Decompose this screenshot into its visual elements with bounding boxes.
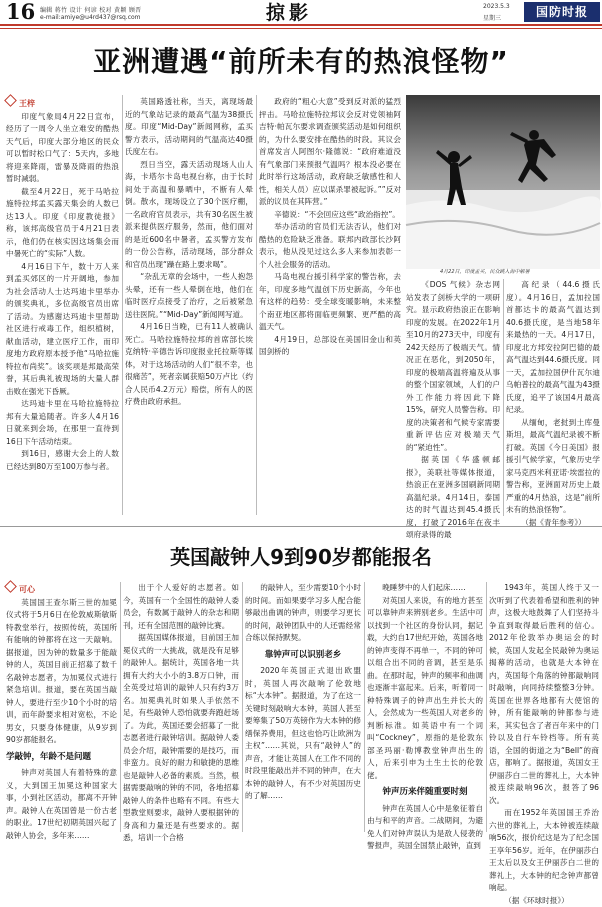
- paragraph: 印度气象局4月22日宣布，经历了一周令人坐立难安的酷热天气后，印度大部分地区的民众可以暂时松口气了：5天内，多地将迎来降雨，雷暴及降雨的热浪暂时减弱。: [6, 111, 119, 186]
- section-title: 掠影: [266, 0, 312, 25]
- article2-col1: [6, 582, 117, 832]
- column-divider: [122, 95, 123, 515]
- article1-col1-text: [6, 111, 119, 474]
- article1-author: [6, 96, 119, 111]
- column-divider: [364, 582, 365, 832]
- paragraph: （据《环球时报》）: [489, 895, 599, 907]
- paragraph: 《DOS 气候》杂志网站发表了剑桥大学的一项研究。显示政府热浪正在影响印度的发展。在2022年1月至10月的273天中，印度有242天经历了极端天气。情况正在恶化，到2050年，印度的极端高温将遍及从事的整个国家领域，人们的户外工作能力将因此下降15%，研究人员警告称。印度的决策者和气候专家需要重新评估应对极端天气的“紧迫性”。: [406, 279, 500, 454]
- paragraph: 马岛电视台援引科学家的警告称，去年，印度多地气温创下历史新高，今年也有这样的趋势：受全球变暖影响，未来整个南亚地区都将面临更频繁、更严酷的高温天气。: [259, 271, 401, 334]
- article1-col2: [125, 96, 253, 516]
- paragraph: “杂乱无章的会场中，一些人抱怨头晕，还有一些人晕倒在地，他们在临时医疗点接受了治疗，之后被紧急送往医院。”“Mid-Day”新闻网写道。: [125, 271, 253, 321]
- article1-col5: [506, 279, 600, 516]
- column-divider: [503, 279, 504, 516]
- paragraph: 据英国媒体报道，目前国王加冕仪式的一大挑战，就是没有足够的敲钟人。据统计，英国各地一共拥有大约大小小的3.8万口钟，而全英受过培训的敲钟人只有约3万名。加冕典礼时如果人手依然不足，有些敲钟人恐怕就要奔跑赶场了。为此，英国还要会招募了一批志愿者进行敲钟培训。据敲钟人委员会介绍，敲钟需要的是技巧，而非蛮力。良好的耐力和敏捷的思维也是敲钟人必备的素质。当然，根据需要敲响的钟的不同，各地招募敲钟人的条件也略有不同。有些大型教堂则要求，敲钟人要根据钟的身高和力量还是有些要求的。据悉，培训一个合格: [123, 632, 239, 845]
- staff-credits: 编辑 蒋竹 设计 何谚 校对 黄颖 顾晋: [40, 5, 141, 14]
- beach-photo: [406, 95, 600, 269]
- paragraph: 烈日当空，露天活动现场人山人海，卡塔尔卡岛电视台称，由于长时间处于高温和暴晒中，不断有人晕倒。散水，现场设立了30个医疗棚，一名政府官员表示，共有30名医生被派来提供医疗服务，然而，他们面对的是近600名中暑者，孟买警方发布的一份公告称，活动现场，部分群众和官员出现“躁在路上要求喝”。: [125, 159, 253, 272]
- photo-caption: 4月22日，印度孟买，民众跳入海中解暑: [440, 268, 530, 275]
- article2-subhead3: 钟声历来伴随重要时刻: [367, 786, 483, 799]
- photo-image: [406, 95, 600, 269]
- paragraph: 1943年，英国人终于又一次听到了代表着希望和胜利的钟声，这极大地鼓舞了人们坚持斗争直到取得最后胜利的信心。2012年伦敦举办奥运会的时候，英国人发起全民敲钟为奥运揭幕的活动，也就是大本钟在内，英国每个角落的钟都敲响同时敲响，向同持续整整3分钟。英国在世界各地都有大使馆的钟，所有能敲响的钟都参与进来，其实包含了者百年来中的门铃以及自行车铃档等。所有英语，全国的街道之为“Bell”的商店，都响了。据报道，英国女王伊丽莎白二世的葬礼上，大本钟被连续敲响96次，报答了96次。: [489, 582, 599, 807]
- article2-col5: [489, 582, 599, 832]
- editor-email: e-mail:amiye@u4rd437@rsq.com: [40, 14, 141, 21]
- article2-col4b-text: [367, 803, 483, 853]
- article2-author: [6, 582, 117, 597]
- article2-col2: [123, 582, 239, 832]
- paragraph: 对英国人来说，有的地方甚至可以靠钟声来辨别老乡。生活中可以找到一个社区的身份认同，据记载，大约自17世纪开始，英国各地的钟声变得不再单一，不同的钟可以组合出不同的音调，甚至是乐曲。在那时起，钟声的频率和曲调也逐渐丰富起来。后来，听着同一种特殊调子的钟声出生并长大的人，会然成为一些英国人对老乡的判断标准。如英语中有一个词叫“Cockney”，原指的是伦敦东部圣玛丽·勒博教堂钟声出生的人，后来引申为土生土长的伦敦佬。: [367, 595, 483, 783]
- paragraph: 而在1952年英国国王乔治六世的葬礼上，大本钟被连续敲响56次，报价纪这是为了纪念国王享年56岁。近年，在伊丽莎白王太后以及女王伊丽莎白二世的葬礼上，大本钟的纪念钟声都曾响起。: [489, 807, 599, 895]
- article2-col4: [367, 582, 483, 832]
- issue-date: 2023.5.3: [483, 3, 510, 10]
- column-divider: [120, 582, 121, 832]
- article2-col4-text: [367, 582, 483, 782]
- article1-col4: [406, 279, 500, 516]
- paragraph: 到16日，感谢大会上的人数已经达到80万至100万参与者。: [6, 448, 119, 473]
- diamond-icon: [4, 94, 17, 107]
- column-divider: [486, 582, 487, 832]
- author-name: 可心: [19, 585, 35, 594]
- article2-subhead1: 学敲钟，年龄不是问题: [6, 751, 117, 764]
- article2-subhead2: 靠钟声可以识别老乡: [245, 649, 361, 662]
- article2-col1-text: [6, 597, 117, 747]
- article2-col3: [245, 582, 361, 832]
- issue-weekday: 星期三: [483, 13, 501, 22]
- paragraph: （据《青年参考》）: [506, 517, 600, 530]
- paragraph: 达玛迪卡里在马哈拉施特拉邦有大量追随者。许多人4月16日就来到会场，在那里一直待到16日下午活动结束。: [6, 398, 119, 448]
- article1-col3: [259, 96, 401, 516]
- paragraph: 钟声对英国人有着特殊的意义，大到国王加冕这种国家大事，小到社区活动，都离不开钟声。敲钟人在英国曾是一份古老的职业。17世纪初期英国兴起了敲钟人协会，多年来……: [6, 767, 117, 842]
- paragraph: 钟声在英国人心中是象征着自由与和平的声音。二战期间，为避免人们对钟声误认为是敌人侵袭的警报声，英国全国禁止敲钟，直到: [367, 803, 483, 853]
- header-rule-thin: [0, 28, 602, 29]
- paragraph: 举办活动的官员们无法否认，他们对酷热的危险缺乏准备。联邦内政部长沙阿表示，他从没见过这么多人来参加表彰一个人社会服务的活动。: [259, 221, 401, 271]
- article2-col3-text: [245, 582, 361, 645]
- column-divider: [242, 582, 243, 832]
- paragraph: 高纪录（44.6摄氏度）。4月16日，孟加拉国首都达卡的最高气温达到40.6摄氏度，是当地58年来最热的一天。4月17日，印度北方邦安拉阿巴德的最高气温达到44.6摄氏度。同一天，孟加拉国伊什瓦尔迪乌帕普拉的最高气温为43摄氏度，追平了该国4月最高纪录。: [506, 279, 600, 417]
- article2-col3b-text: [245, 665, 361, 803]
- diamond-icon: [4, 580, 17, 593]
- author-name: 王梓: [19, 99, 35, 108]
- column-divider: [256, 95, 257, 515]
- paragraph: 出于个人爱好的志愿者。如今，英国有一个全国性的敲钟人委员会，有数属于敲钟人的杂志和期刊，还有全国范围的敲钟比赛。: [123, 582, 239, 632]
- paragraph: 据英国《华盛顿邮报》，美联社等媒体报道，热浪正在亚洲多国刷新同期高温纪录。4月14日，泰国达的时气温达到45.4摄氏度，打破了2016年在夜丰颂府录得的最: [406, 454, 500, 542]
- article1-col1: [6, 96, 119, 516]
- paragraph: 晚睡梦中的人们起床……: [367, 582, 483, 595]
- paragraph: 政府的“粗心大意”受到反对派的猛烈抨击。马哈拉施特拉邦议会反对党领袖阿吉特·帕瓦尔要求调查颁奖活动是如何组织的，为什么要安排在酷热的时段。其议会首席发言人阿图尔·隆德说：“政府难道没有气象部门来预报气温吗？根本没必要在此时举行这场活动，政府缺乏敏感性和人性，相关人员）应以谋杀罪被起诉。””反对派的议员在其阵营。”: [259, 96, 401, 209]
- paragraph: 4月19日，总部设在美国旧金山和英国剑桥的: [259, 334, 401, 359]
- paragraph: 截至4月22日，死于马哈拉施特拉邦孟买露天集会的人数已达13人。印度《印度教徒报》称，该邦高级官员于4月21日表示，他们仍在核实因这场集会而中暑死亡的“实际”人数。: [6, 186, 119, 261]
- paragraph: 英国路透社称，当天，离现场最近的气象站记录的最高气温为38摄氏度。印度“Mid-Day”新闻网称，孟买警方表示，活动期间的气温高达40摄氏度左右。: [125, 96, 253, 159]
- masthead-logo: 国防时报: [524, 2, 600, 22]
- article-divider: [0, 526, 602, 527]
- page-number: 16: [6, 0, 35, 24]
- paragraph: 英国国王查尔斯三世的加冕仪式将于5月6日在伦敦威斯敏斯特教堂举行，按照传统，英国所有能响的钟都将在这一天敲响。据报道，因为钟的数量多于能敲钟的人，英国目前正招募了数千名敲钟志愿者，为加冕仪式进行紧急培训。报道，要在英国当敲钟人，要进行至少10个小时的培训，而年龄要求相对宽松，不论男女，只要身体健康，从9岁到90岁都能报名。: [6, 597, 117, 747]
- article1-headline: 亚洲遭遇“前所未有的热浪怪物”: [0, 44, 602, 80]
- paragraph: 2020年英国正式退出欧盟时，英国人再次敲响了伦敦地标“大本钟”。据报道，为了在这一关键时刻敲响大本钟，英国人甚至要筹集了50万英镑作为大本钟的修缮保养费用，但这也恰巧让欧洲为主权”……其说，只有“敲钟人”的声音，才能让英国人在工作不同的时段里能敲出并不同的钟声，在大本钟的敲钟人，有不少对英国历史的了解……: [245, 665, 361, 803]
- paragraph: 的敲钟人，至少需要10个小时的时间。而如果要学习多人配合能够敲出曲调的钟声，则要学习更长的时间，敲钟团队中的人还需经常合练以保持默契。: [245, 582, 361, 645]
- article2-headline: 英国敲钟人9到90岁都能报名: [0, 543, 602, 571]
- paragraph: 辛德说：“不会回应这些“政治指控”。: [259, 209, 401, 222]
- article2-col1b-text: [6, 767, 117, 842]
- paragraph: 4月16日当晚，已有11人被确认死亡。马哈拉施特拉邦的首席部长埃克纳特·辛德告诉印度报业托拉斯等媒体，对于这场活动的人们“很不幸，也很痛苦”，死者亲属获赔50万卢比（约合人民币4.2万元）赔偿，所有人的医疗费由政府承担。: [125, 321, 253, 409]
- header-rule: [0, 24, 602, 26]
- paragraph: 从缅甸，老挝到土库曼斯坦，最高气温纪录被不断打破。英国《今日美国》报援引气候学家，气象历史学家马克西米利亚诺·埃雷拉的警告称，亚洲面对历史上最严重的4月热浪，这是“前所未有的热浪怪物”。: [506, 417, 600, 517]
- paragraph: 4月16日下午，数十万人来到孟买郊区的一片开阔地，参加为社会活动人士达玛迪卡里举办的颁奖典礼，多位高级官员出席了活动。为感谢达玛迪卡里帮助社区进行戒毒工作，组织植树，献血活动，建立医疗工作，而印度地方政府原本授予他“马哈拉施特拉布尚奖”。该奖项是邦最高荣誉，其后典礼被现场的大量人群击败在强光下昏厥。: [6, 261, 119, 399]
